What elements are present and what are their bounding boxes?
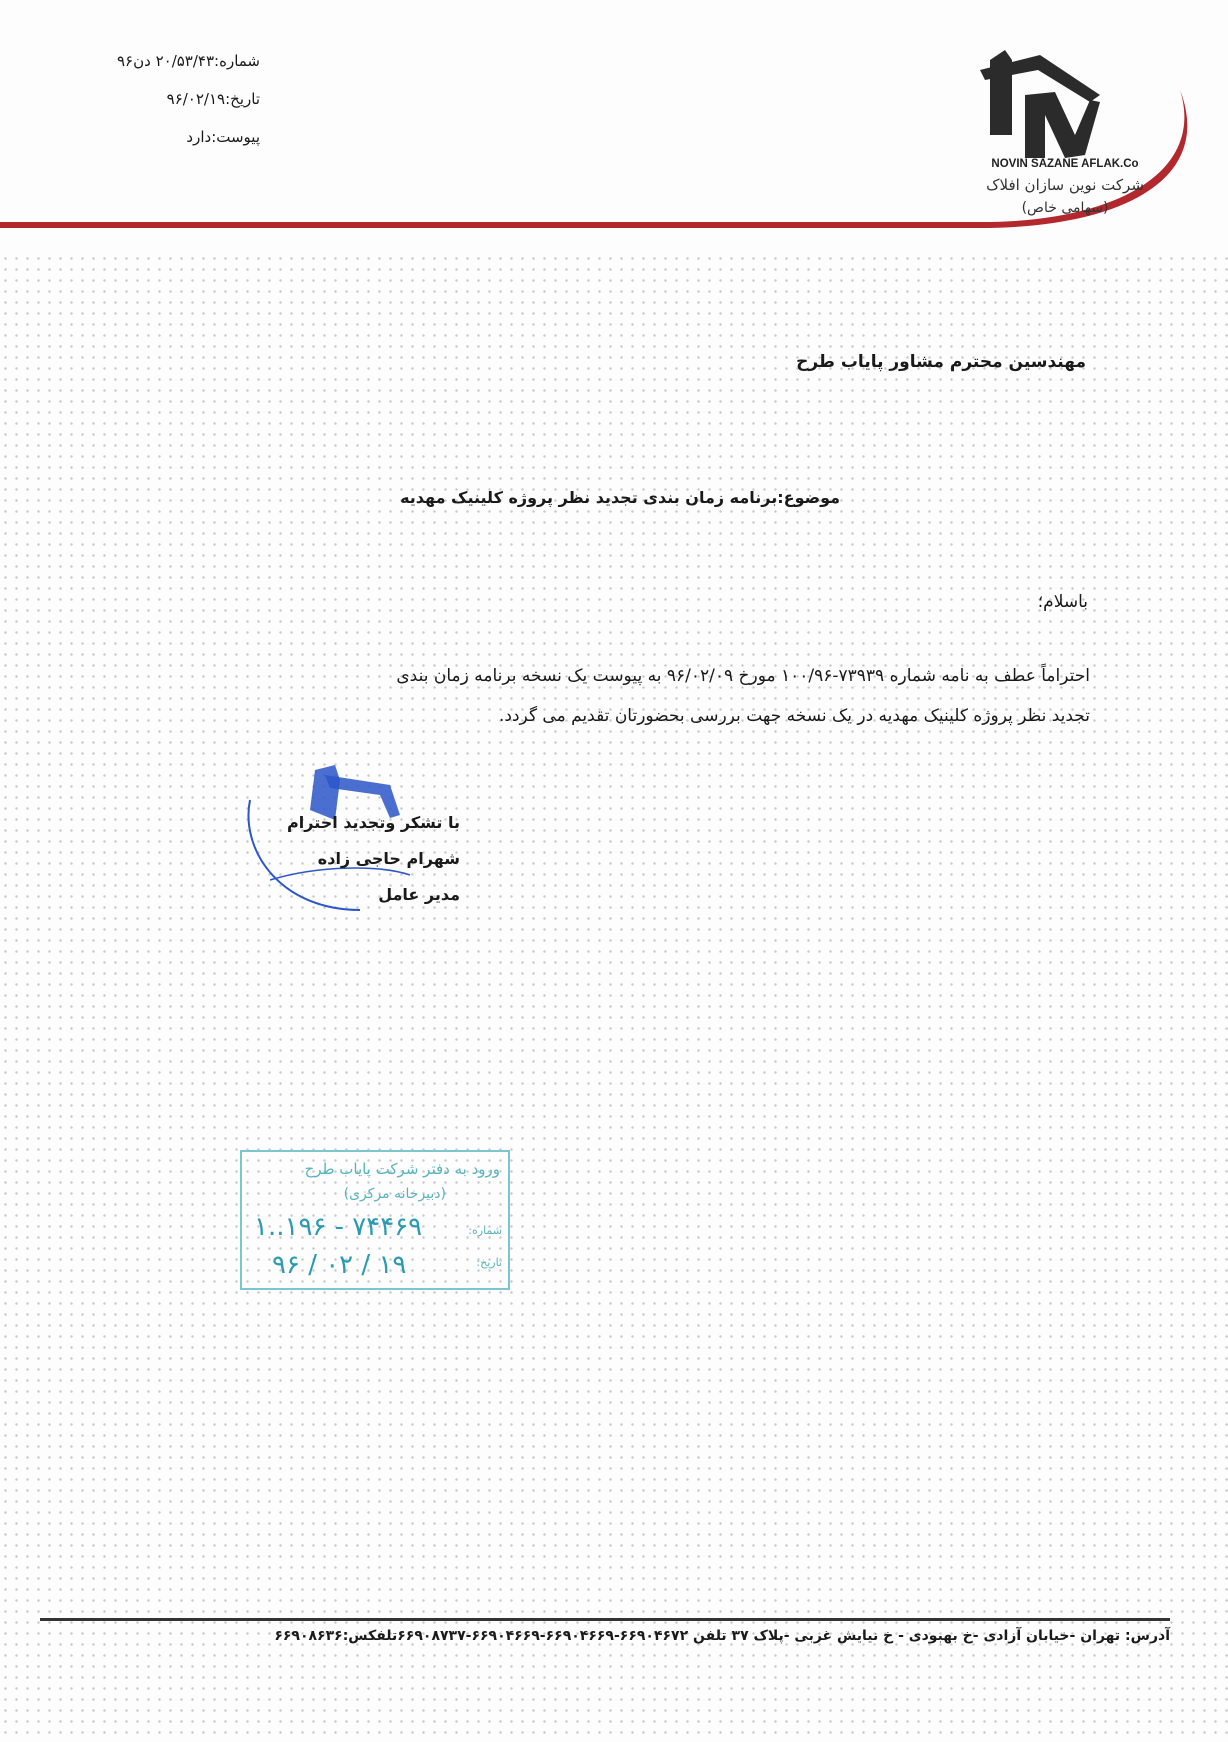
letter-date: تاریخ:۹۶/۰۲/۱۹ — [166, 90, 260, 108]
signatory-name: شهرام حاجی زاده — [317, 849, 460, 868]
signatory-title: مدیر عامل — [378, 885, 460, 904]
footer-address: آدرس: تهران -خیابان آزادی -خ بهبودی - خ نیایش غربی -پلاک ۳۷ تلفن ۶۶۹۰۴۶۷۲-۶۶۹۰۴۶۶۹-۶۶۹۰۴۶۶۹-۶۶۹۰۸۷۳۷تلفکس:۶۶۹۰۸۶۳۶ — [274, 1628, 1170, 1644]
recipient: مهندسین محترم مشاور پایاب طرح — [796, 352, 1086, 372]
stamp-number: ۱..۱۹۶ - ۷۴۴۶۹ — [254, 1212, 423, 1242]
company-name-latin: NOVIN SAZANE AFLAK.Co — [991, 158, 1139, 170]
subject: موضوع:برنامه زمان بندی تجدید نظر پروژه کلینیک مهدیه — [400, 488, 840, 507]
company-name-persian: شرکت نوین سازان افلاک — [986, 176, 1144, 194]
closing: با تشکر وتجدید احترام — [287, 813, 460, 832]
company-type: (سهامی خاص) — [1021, 200, 1109, 216]
stamp-line-1: ورود به دفتر شرکت پایاب طرح — [304, 1160, 500, 1178]
letter-number: شماره:۲۰/۵۳/۴۳ دن۹۶ — [116, 52, 260, 70]
footer-divider — [40, 1618, 1170, 1621]
received-stamp — [240, 1150, 510, 1290]
letter-body — [160, 656, 1090, 736]
body-line: احتراماً عطف به نامه شماره ۷۳۹۳۹-۱۰۰/۹۶ مورخ ۹۶/۰۲/۰۹ به پیوست یک نسخه برنامه زمان بندی — [396, 666, 1090, 686]
signature-block — [240, 805, 460, 913]
letter-meta — [60, 42, 260, 156]
stamp-number-label: شماره: — [468, 1224, 502, 1237]
body-line: تجدید نظر پروژه کلینیک مهدیه در یک نسخه جهت بررسی بحضورتان تقدیم می گردد. — [499, 706, 1090, 726]
stamp-line-2: (دبیرخانه مرکزی) — [343, 1186, 446, 1202]
greeting: باسلام؛ — [1037, 592, 1088, 612]
stamp-date-label: تاریخ: — [476, 1256, 502, 1269]
letter-attachment: پیوست:دارد — [186, 128, 260, 146]
stamp-date: ۹۶ / ۰۲ / ۱۹ — [272, 1250, 407, 1280]
